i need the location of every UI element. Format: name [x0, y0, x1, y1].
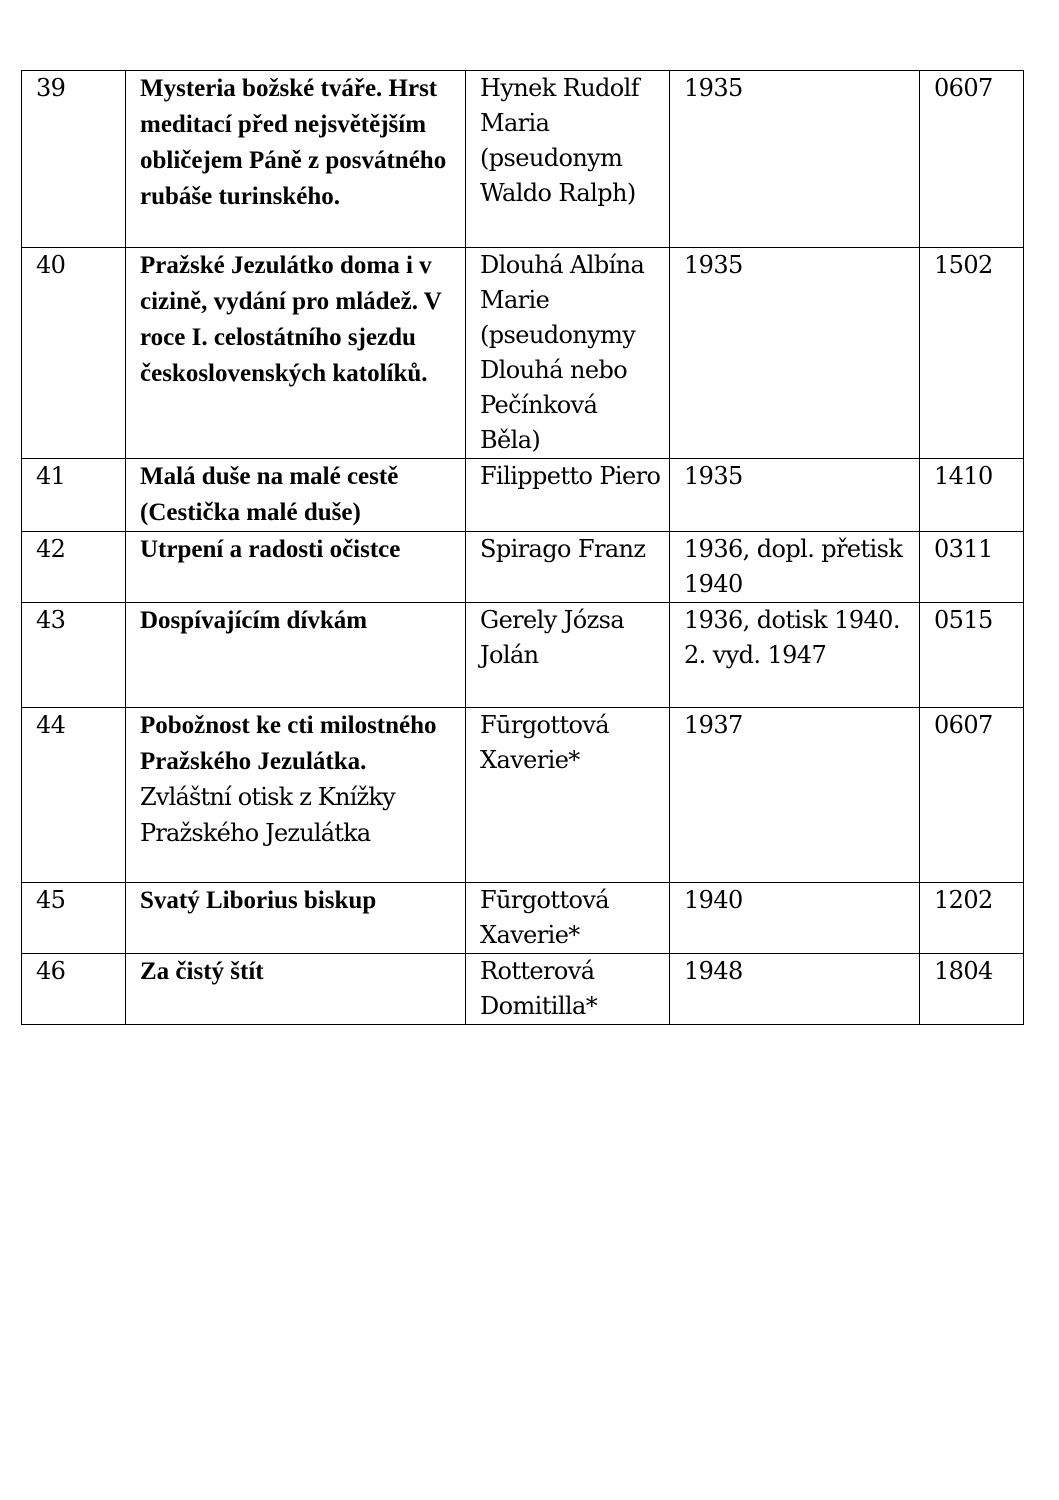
book-author: Hynek Rudolf Maria (pseudonym Waldo Ralph): [466, 71, 670, 248]
row-number: 44: [22, 708, 126, 883]
book-code: 1804: [920, 954, 1024, 1025]
table-row: [22, 603, 1024, 708]
book-year: 1935: [670, 459, 920, 532]
book-title-cell: [126, 883, 466, 954]
book-title-cell: [126, 532, 466, 603]
row-number: 46: [22, 954, 126, 1025]
book-year: 1948: [670, 954, 920, 1025]
book-title-cell: [126, 708, 466, 883]
book-title-cell: [126, 459, 466, 532]
book-title: Pražské Jezulátko doma i v cizině, vydání pro mládež. V roce I. celostátního sjezdu československých katolíků.: [140, 252, 442, 387]
book-title-cell: [126, 954, 466, 1025]
book-title-cell: [126, 248, 466, 459]
table-row: [22, 954, 1024, 1025]
row-number: 45: [22, 883, 126, 954]
book-code: 0311: [920, 532, 1024, 603]
book-title: Dospívajícím dívkám: [140, 607, 368, 634]
row-number: 43: [22, 603, 126, 708]
book-title-cell: [126, 603, 466, 708]
book-title: Mysteria božské tváře. Hrst meditací před nejsvětějším obličejem Páně z posvátného rubáše turinského.: [140, 75, 447, 210]
book-year: 1937: [670, 708, 920, 883]
book-year: 1936, dopl. přetisk 1940: [670, 532, 920, 603]
row-number: 39: [22, 71, 126, 248]
book-title: Pobožnost ke cti milostného Pražského Jezulátka.: [140, 712, 437, 775]
book-author: Filippetto Piero: [466, 459, 670, 532]
book-title: Malá duše na malé cestě (Cestička malé duše): [140, 463, 399, 526]
book-title: Svatý Liborius biskup: [140, 887, 377, 914]
book-title: Za čistý štít: [140, 958, 264, 985]
book-code: 1502: [920, 248, 1024, 459]
book-title-note: Zvláštní otisk z Knížky Pražského Jezulátka: [140, 783, 395, 847]
book-title-cell: [126, 71, 466, 248]
table-row: [22, 71, 1024, 248]
book-author: Rotterová Domitilla*: [466, 954, 670, 1025]
book-author: Spirago Franz: [466, 532, 670, 603]
book-code: 1202: [920, 883, 1024, 954]
book-author: Gerely Józsa Jolán: [466, 603, 670, 708]
book-year: 1936, dotisk 1940. 2. vyd. 1947: [670, 603, 920, 708]
book-code: 0607: [920, 708, 1024, 883]
book-code: 0515: [920, 603, 1024, 708]
book-author: Fūrgottová Xaverie*: [466, 708, 670, 883]
table-row: [22, 532, 1024, 603]
row-number: 42: [22, 532, 126, 603]
table-row: [22, 248, 1024, 459]
book-code: 0607: [920, 71, 1024, 248]
row-number: 41: [22, 459, 126, 532]
book-year: 1935: [670, 71, 920, 248]
book-author: Fūrgottová Xaverie*: [466, 883, 670, 954]
row-number: 40: [22, 248, 126, 459]
book-title: Utrpení a radosti očistce: [140, 536, 401, 563]
book-code: 1410: [920, 459, 1024, 532]
catalog-table: [21, 70, 1024, 1025]
book-year: 1940: [670, 883, 920, 954]
table-row: [22, 459, 1024, 532]
book-author: Dlouhá Albína Marie (pseudonymy Dlouhá nebo Pečínková Běla): [466, 248, 670, 459]
table-row: [22, 708, 1024, 883]
table-row: [22, 883, 1024, 954]
book-year: 1935: [670, 248, 920, 459]
